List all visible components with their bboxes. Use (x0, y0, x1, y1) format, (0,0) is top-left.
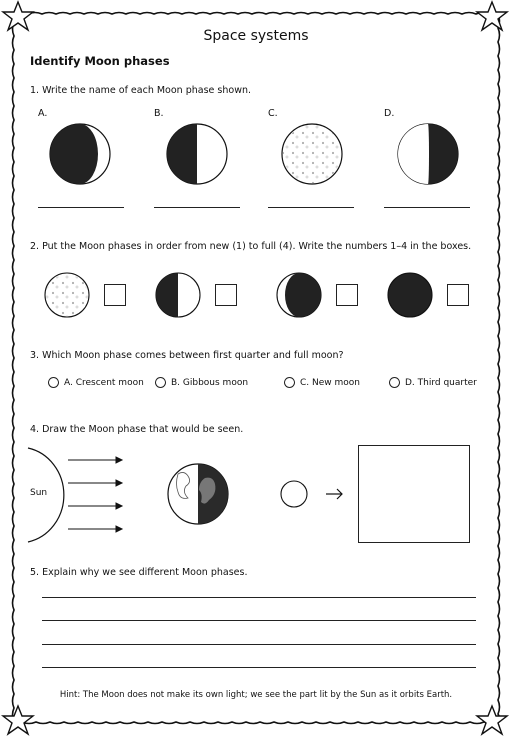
option-d[interactable]: D. Third quarter (389, 377, 477, 388)
option-c[interactable]: C. New moon (284, 377, 360, 388)
question-5-prompt: 5. Explain why we see different Moon phases. (30, 567, 248, 578)
question-4-prompt: 4. Draw the Moon phase that would be seen. (30, 424, 244, 435)
explain-line-4[interactable] (42, 667, 476, 668)
label-b: B. (154, 108, 164, 119)
explain-line-3[interactable] (42, 644, 476, 645)
section-heading: Identify Moon phases (30, 54, 170, 68)
label-d: D. (384, 108, 395, 119)
option-b[interactable]: B. Gibbous moon (155, 377, 248, 388)
explain-line-2[interactable] (42, 620, 476, 621)
drawing-box[interactable] (358, 445, 470, 543)
question-1-prompt: 1. Write the name of each Moon phase shown. (30, 85, 252, 96)
earth-icon (168, 464, 228, 524)
question-2-prompt: 2. Put the Moon phases in order from new (1) to full (4). Write the numbers 1–4 in the boxes. (30, 241, 472, 252)
hint-text: Hint: The Moon does not make its own light; we see the part lit by the Sun as it orbits Earth. (59, 690, 453, 700)
label-c: C. (268, 108, 278, 119)
small-moon-icon (281, 481, 307, 507)
arrow-right-icon (326, 489, 342, 499)
sun-label: Sun (30, 488, 48, 498)
option-a[interactable]: A. Crescent moon (48, 377, 144, 388)
page-title: Space systems (203, 28, 309, 44)
label-a: A. (38, 108, 48, 119)
question-3-prompt: 3. Which Moon phase comes between first quarter and full moon? (30, 350, 344, 361)
explain-line-1[interactable] (42, 597, 476, 598)
sun-rays (68, 457, 122, 532)
